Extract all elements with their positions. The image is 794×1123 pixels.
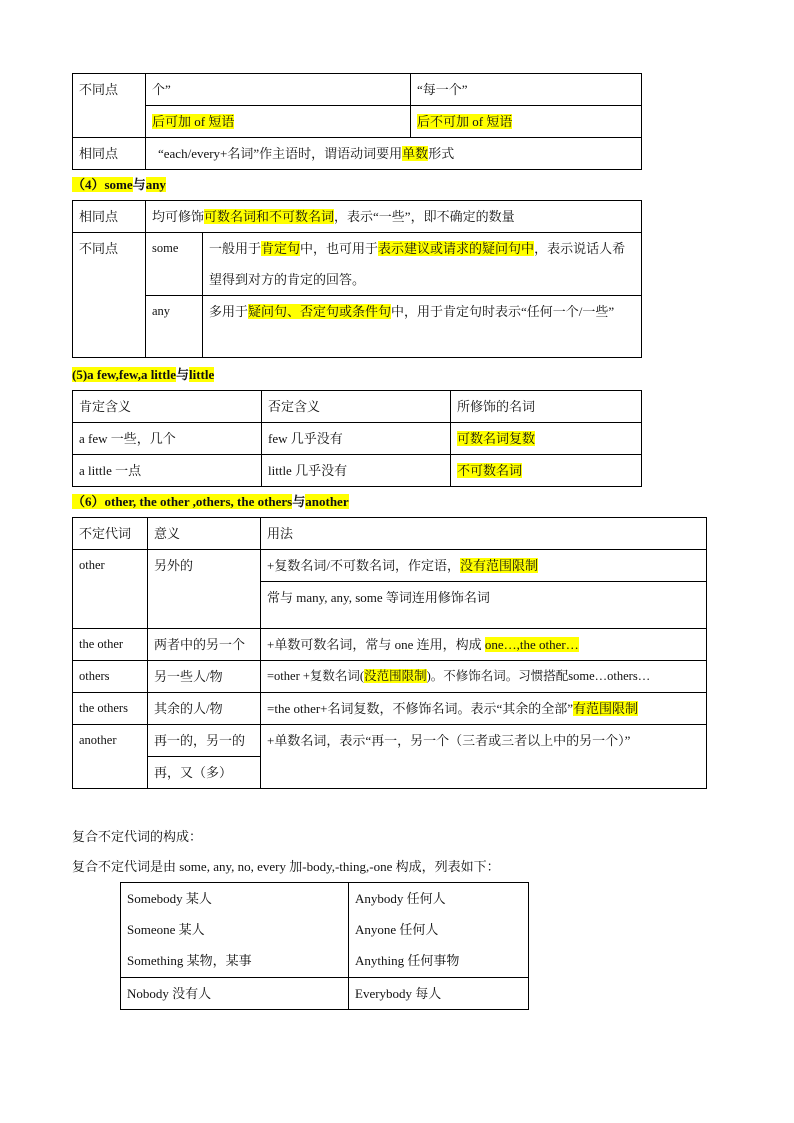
compound-description: 复合不定代词是由 some, any, no, every 加-body,-thing,-one 构成，列表如下： [72, 859, 500, 874]
section-5-heading: (5)a few,few,a little与little [72, 367, 215, 382]
header-noun: 所修饰的名词 [451, 391, 642, 423]
singular-highlight: 单数 [402, 146, 429, 161]
word-others: others [73, 661, 148, 693]
word-the-other: the other [73, 629, 148, 661]
table-row: a few 一些，几个 few 几乎没有 可数名词复数 [73, 423, 642, 455]
table-row: a little 一点 little 几乎没有 不可数名词 [73, 455, 642, 487]
each-every-table: 不同点 个” “每一个” 后可加 of 短语 后不可加 of 短语 相同点 “each/every+名词”作主语时，谓语动词要用单数形式 [72, 73, 642, 170]
each-of-note: 后可加 of 短语 [152, 114, 235, 129]
list-item: Anyone 任何人 [355, 922, 439, 937]
word-other: other [73, 550, 148, 629]
word-the-others: the others [73, 693, 148, 725]
list-item: Anybody 任何人 [355, 891, 446, 906]
diff-label: 不同点 [73, 74, 146, 138]
diff-label: 不同点 [73, 233, 146, 358]
same-label: 相同点 [73, 138, 146, 170]
some-any-table: 相同点 均可修饰可数名词和不可数名词，表示“一些”，即不确定的数量 不同点 some 一般用于肯定句中，也可用于表示建议或请求的疑问句中，表示说话人希望得到对方的肯定的回答。 any 多用于疑问句、否定句或条件句中，用于肯定句时表示“任何一个/一些” [72, 200, 642, 358]
header-pronoun: 不定代词 [73, 518, 148, 550]
list-item: Someone 某人 [127, 922, 205, 937]
word-another: another [73, 725, 148, 789]
compound-heading: 复合不定代词的构成： [72, 829, 203, 844]
list-item: Anything 任何事物 [355, 953, 460, 968]
section-6-heading: （6）other, the other ,others, the others与another [72, 494, 349, 509]
compound-table [120, 882, 529, 1010]
list-item: Nobody 没有人 [121, 978, 349, 1010]
each-meaning: 个” [146, 74, 411, 106]
header-positive: 肯定含义 [73, 391, 262, 423]
same-label: 相同点 [73, 201, 146, 233]
list-item: Something 某物，某事 [127, 953, 252, 968]
header-usage: 用法 [261, 518, 707, 550]
any-label: any [146, 296, 203, 358]
header-negative: 否定含义 [262, 391, 451, 423]
list-item: Everybody 每人 [349, 978, 529, 1010]
every-meaning: “每一个” [411, 74, 642, 106]
list-item: Somebody 某人 [127, 891, 212, 906]
some-label: some [146, 233, 203, 296]
few-little-table [72, 390, 642, 487]
other-table: 不定代词 意义 用法 other 另外的 +复数名词/不可数名词，作定语，没有范围限制 常与 many, any, some 等词连用修饰名词 the other 两者中的另一个 +单数可数名词，常与 one 连用，构成 one…,the other… others 另一些人/物 =other +复数名词(没范围限制)。不修饰名词。习惯搭配some…others… the others 其余的人/物 =the other+名词复数，不修饰名词。表示“其余的全部”有范围限制 another 再一的，另一的 +单数名词，表示“再一，另一个（三者或三者以上中的另一个）” 再，又（多） [72, 517, 707, 789]
every-of-note: 后不可加 of 短语 [417, 114, 513, 129]
section-4-heading: （4）some与any [72, 177, 166, 192]
header-meaning: 意义 [148, 518, 261, 550]
